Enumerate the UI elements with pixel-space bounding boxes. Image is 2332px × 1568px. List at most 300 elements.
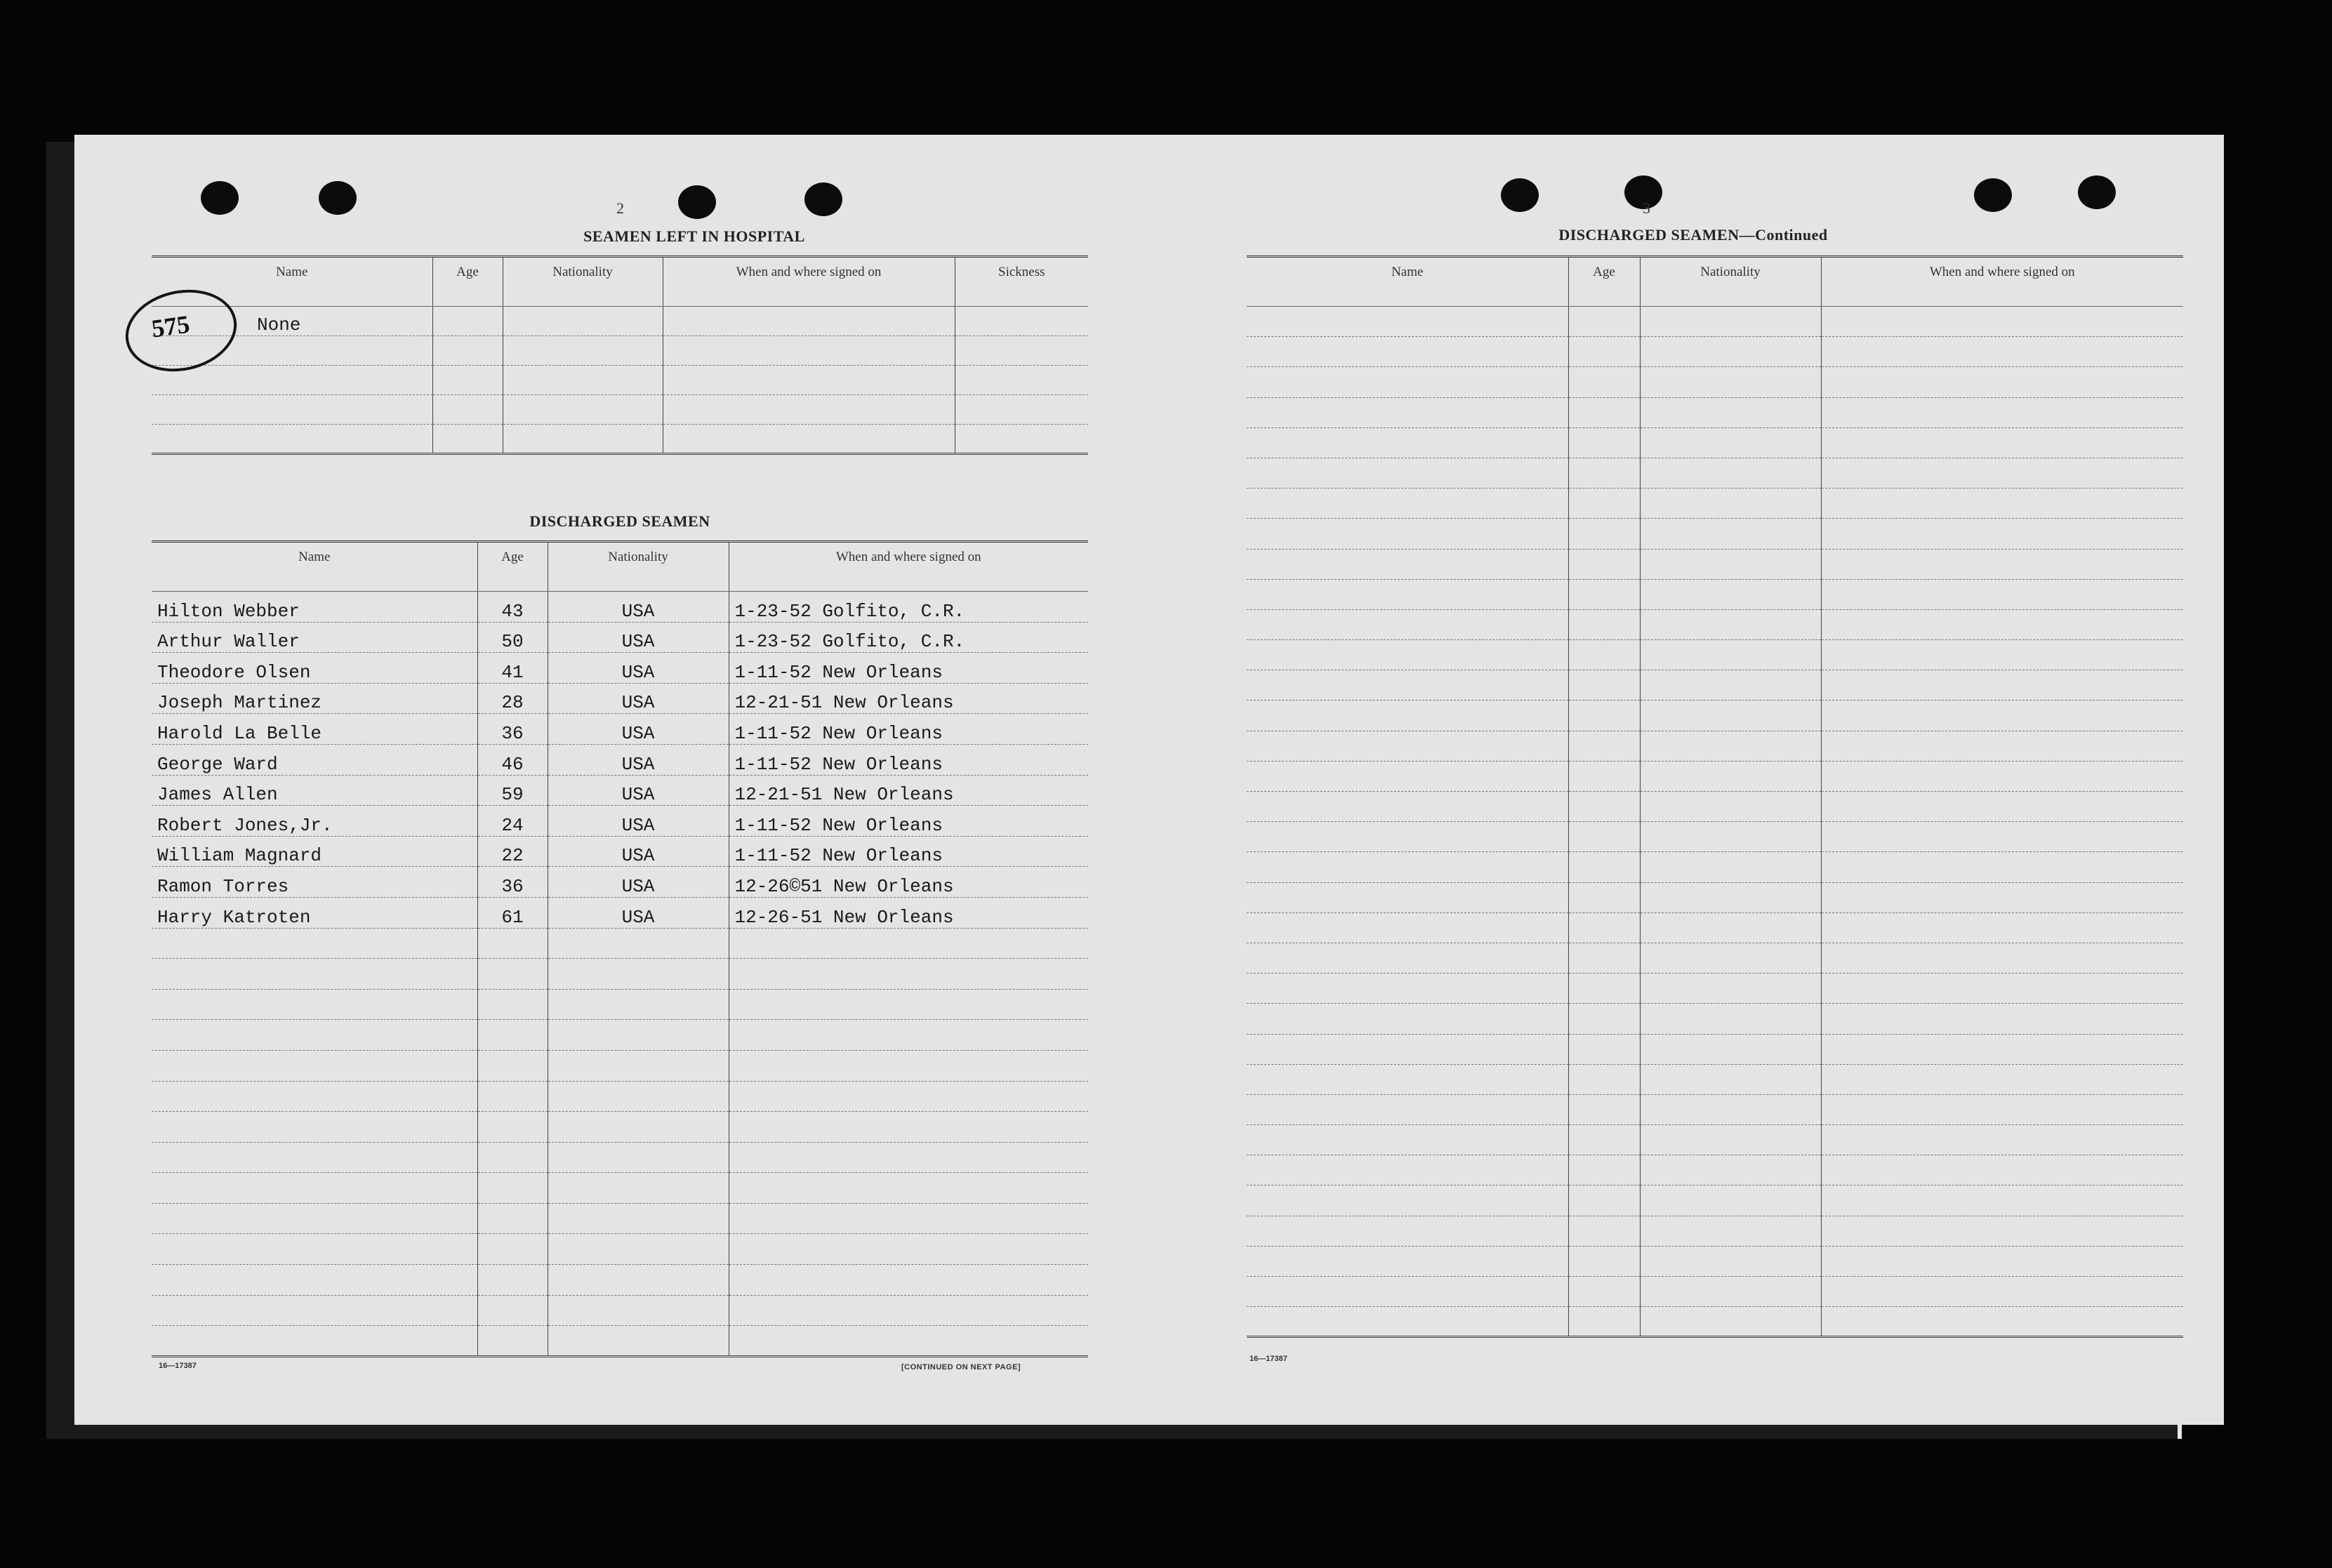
column-header: Name <box>1247 257 1568 307</box>
table-cell <box>1247 640 1568 670</box>
table-cell <box>477 1203 548 1234</box>
table-cell <box>1821 1094 2183 1124</box>
table-cell <box>548 1081 729 1112</box>
table-cell <box>548 959 729 990</box>
table-cell <box>1568 519 1640 549</box>
table-cell: USA <box>548 622 729 653</box>
document-sheet <box>74 135 2224 1425</box>
table-cell <box>729 1173 1088 1204</box>
table-cell <box>1568 943 1640 973</box>
table-cell <box>503 425 663 454</box>
table-cell <box>1247 519 1568 549</box>
table-cell <box>1640 640 1821 670</box>
table-cell <box>1821 337 2183 367</box>
table-cell <box>1640 792 1821 822</box>
table-cell <box>152 1020 477 1051</box>
table-cell <box>1821 307 2183 337</box>
punch-hole-icon <box>201 181 239 215</box>
table-cell <box>152 959 477 990</box>
table-cell <box>477 1081 548 1112</box>
table-row <box>1247 1125 2183 1155</box>
table-cell <box>1640 761 1821 791</box>
table-cell <box>1247 761 1568 791</box>
table-cell <box>432 425 503 454</box>
continued-note: [CONTINUED ON NEXT PAGE] <box>901 1363 1021 1371</box>
table-cell <box>1247 792 1568 822</box>
table-cell <box>729 1112 1088 1143</box>
table-row <box>1247 852 2183 882</box>
table-row <box>152 1081 1088 1112</box>
table-row <box>152 1020 1088 1051</box>
table-cell <box>1640 1246 1821 1276</box>
table-cell <box>548 1112 729 1143</box>
table-row <box>1247 731 2183 761</box>
table-cell: USA <box>548 592 729 623</box>
table-cell: 1-11-52 New Orleans <box>729 806 1088 837</box>
table-row <box>152 395 1088 425</box>
table-cell <box>477 1020 548 1051</box>
table-cell <box>548 928 729 959</box>
table-cell <box>1247 1185 1568 1216</box>
table-row <box>152 989 1088 1020</box>
table-cell <box>1640 337 1821 367</box>
table-cell <box>1640 519 1821 549</box>
table-cell <box>1568 1277 1640 1307</box>
table-cell: Harry Katroten <box>152 897 477 928</box>
table-cell <box>1640 912 1821 943</box>
table-cell <box>477 1265 548 1296</box>
table-cell <box>1640 1094 1821 1124</box>
table-cell: 50 <box>477 622 548 653</box>
table-cell <box>1640 1034 1821 1064</box>
table-cell <box>477 1050 548 1081</box>
table-row <box>152 1234 1088 1265</box>
table-cell <box>1640 367 1821 397</box>
table-cell <box>1821 579 2183 609</box>
title-main: DISCHARGED SEAMEN <box>1558 226 1740 244</box>
table-cell <box>1568 700 1640 731</box>
table-cell <box>1821 458 2183 488</box>
table-cell: William Magnard <box>152 836 477 867</box>
table-row <box>1247 367 2183 397</box>
table-row <box>152 1326 1088 1357</box>
table-cell <box>1640 307 1821 337</box>
table-cell: USA <box>548 744 729 775</box>
table-cell <box>1640 397 1821 427</box>
table-cell <box>548 1203 729 1234</box>
table-row <box>1247 609 2183 639</box>
table-cell <box>729 1295 1088 1326</box>
table-cell <box>1247 1246 1568 1276</box>
table-row <box>152 1295 1088 1326</box>
table-cell <box>1568 1004 1640 1034</box>
punch-hole-icon <box>804 182 842 216</box>
punch-hole-icon <box>1501 178 1539 212</box>
table-row <box>1247 1034 2183 1064</box>
table-cell <box>432 336 503 366</box>
table-cell: Arthur Waller <box>152 622 477 653</box>
table-cell <box>1247 731 1568 761</box>
column-header: Age <box>1568 257 1640 307</box>
column-header: Nationality <box>548 542 729 592</box>
table-cell <box>548 1295 729 1326</box>
column-header: Age <box>432 257 503 307</box>
table-cell <box>1247 974 1568 1004</box>
table-cell <box>1821 1004 2183 1034</box>
table-cell: 12-26-51 New Orleans <box>729 897 1088 928</box>
table-cell <box>1821 519 2183 549</box>
table-cell <box>152 366 432 395</box>
page-number: 3 <box>1643 199 1650 217</box>
table-row <box>1247 397 2183 427</box>
table-cell <box>663 307 955 336</box>
form-number: 16—17387 <box>1250 1355 1287 1363</box>
table-cell <box>1568 912 1640 943</box>
table-cell <box>1568 852 1640 882</box>
table-cell <box>1640 731 1821 761</box>
table-row <box>1247 1064 2183 1094</box>
table-cell <box>1247 912 1568 943</box>
table-cell <box>1568 1094 1640 1124</box>
table-cell <box>1640 852 1821 882</box>
table-cell <box>1640 882 1821 912</box>
table-cell <box>729 959 1088 990</box>
column-header: When and where signed on <box>1821 257 2183 307</box>
stamp-number: 575 <box>150 310 192 343</box>
punch-hole-icon <box>319 181 357 215</box>
table-cell <box>152 1081 477 1112</box>
table-cell <box>477 1326 548 1357</box>
table-cell <box>548 989 729 1020</box>
table-cell <box>1568 458 1640 488</box>
table-cell <box>1247 1307 1568 1337</box>
table-cell: Ramon Torres <box>152 867 477 898</box>
table-cell <box>432 307 503 336</box>
table-cell: 46 <box>477 744 548 775</box>
table-cell <box>1821 700 2183 731</box>
table-cell <box>1568 397 1640 427</box>
table-cell <box>1247 489 1568 519</box>
table-cell <box>1568 609 1640 639</box>
table-cell <box>955 395 1088 425</box>
table-cell <box>1247 1216 1568 1246</box>
table-row <box>152 622 1088 653</box>
table-cell <box>1821 974 2183 1004</box>
table-cell <box>503 336 663 366</box>
table-row <box>1247 974 2183 1004</box>
table-cell <box>432 395 503 425</box>
table-cell <box>1568 1185 1640 1216</box>
table-cell <box>1568 549 1640 579</box>
table-cell: USA <box>548 714 729 745</box>
table-cell <box>955 425 1088 454</box>
table-cell: Theodore Olsen <box>152 653 477 684</box>
table-cell <box>663 425 955 454</box>
table-cell <box>663 336 955 366</box>
table-cell <box>152 1265 477 1296</box>
table-cell <box>729 1203 1088 1234</box>
table-cell <box>1247 1277 1568 1307</box>
column-header: Sickness <box>955 257 1088 307</box>
table-cell <box>1247 882 1568 912</box>
table-cell <box>1821 731 2183 761</box>
table-cell <box>1568 1246 1640 1276</box>
table-row <box>1247 1185 2183 1216</box>
table-cell <box>1640 458 1821 488</box>
table-cell <box>729 1081 1088 1112</box>
table-cell <box>1640 1155 1821 1185</box>
punch-hole-icon <box>1974 178 2012 212</box>
table-cell: George Ward <box>152 744 477 775</box>
table-cell <box>729 1142 1088 1173</box>
table-cell <box>1640 822 1821 852</box>
table-cell <box>152 1142 477 1173</box>
table-row <box>152 1203 1088 1234</box>
table-cell <box>1640 1307 1821 1337</box>
table-cell <box>1247 1004 1568 1034</box>
table-cell <box>1640 1125 1821 1155</box>
table-cell <box>1821 1125 2183 1155</box>
column-header: When and where signed on <box>729 542 1088 592</box>
hospital-table <box>152 255 1088 455</box>
table-cell <box>152 425 432 454</box>
table-cell <box>432 366 503 395</box>
table-cell <box>1821 792 2183 822</box>
table-cell <box>1640 609 1821 639</box>
table-cell <box>548 1142 729 1173</box>
table-row <box>152 1050 1088 1081</box>
title-suffix: —Continued <box>1739 226 1828 244</box>
table-row <box>152 1112 1088 1143</box>
table-cell <box>1247 943 1568 973</box>
left-page <box>74 135 1151 1425</box>
table-cell <box>1821 761 2183 791</box>
table-row <box>1247 640 2183 670</box>
table-cell <box>152 1112 477 1143</box>
table-cell: 1-11-52 New Orleans <box>729 744 1088 775</box>
table-cell: 1-11-52 New Orleans <box>729 836 1088 867</box>
table-row <box>152 806 1088 837</box>
table-cell <box>1568 822 1640 852</box>
table-row <box>1247 670 2183 700</box>
table-row <box>1247 307 2183 337</box>
table-cell <box>1821 852 2183 882</box>
table-cell <box>548 1326 729 1357</box>
table-cell: Hilton Webber <box>152 592 477 623</box>
table-row <box>152 592 1088 623</box>
table-cell: James Allen <box>152 775 477 806</box>
table-cell: 1-11-52 New Orleans <box>729 653 1088 684</box>
table-cell <box>1247 1034 1568 1064</box>
table-cell <box>1247 1125 1568 1155</box>
column-header: Name <box>152 542 477 592</box>
table-cell <box>1568 579 1640 609</box>
table-cell <box>1640 1004 1821 1034</box>
table-row <box>152 425 1088 454</box>
table-cell <box>1821 1277 2183 1307</box>
table-cell <box>1821 549 2183 579</box>
table-cell <box>955 307 1088 336</box>
discharged-table <box>152 540 1088 1357</box>
table-cell <box>152 1295 477 1326</box>
table-cell <box>1821 882 2183 912</box>
table-cell <box>1247 822 1568 852</box>
table-row <box>152 307 1088 336</box>
table-cell <box>1821 427 2183 458</box>
table-cell: USA <box>548 683 729 714</box>
table-cell <box>503 395 663 425</box>
column-header: Age <box>477 542 548 592</box>
table-cell <box>1640 489 1821 519</box>
table-cell <box>729 989 1088 1020</box>
table-cell <box>1640 974 1821 1004</box>
table-cell: USA <box>548 897 729 928</box>
table-cell <box>1821 670 2183 700</box>
table-cell <box>1821 822 2183 852</box>
table-cell <box>729 928 1088 959</box>
table-cell <box>1568 367 1640 397</box>
table-cell <box>1568 337 1640 367</box>
table-cell: 59 <box>477 775 548 806</box>
table-cell <box>1568 974 1640 1004</box>
table-cell <box>1247 852 1568 882</box>
table-row <box>152 959 1088 990</box>
table-row <box>152 366 1088 395</box>
table-cell <box>729 1050 1088 1081</box>
table-row <box>152 1142 1088 1173</box>
table-cell <box>477 959 548 990</box>
table-cell <box>1247 549 1568 579</box>
table-cell: 12-26©51 New Orleans <box>729 867 1088 898</box>
table-row <box>1247 1216 2183 1246</box>
table-cell: 43 <box>477 592 548 623</box>
table-cell: USA <box>548 775 729 806</box>
table-cell <box>1568 1216 1640 1246</box>
table-cell: Robert Jones,Jr. <box>152 806 477 837</box>
form-number: 16—17387 <box>159 1362 197 1370</box>
table-cell: 1-23-52 Golfito, C.R. <box>729 592 1088 623</box>
table-cell <box>152 1203 477 1234</box>
table-cell <box>1640 549 1821 579</box>
table-row <box>1247 1246 2183 1276</box>
page-number: 2 <box>616 199 624 217</box>
discharged-section-title: DISCHARGED SEAMEN <box>529 512 710 530</box>
table-cell: 41 <box>477 653 548 684</box>
table-row <box>152 928 1088 959</box>
column-header: Nationality <box>1640 257 1821 307</box>
table-cell: USA <box>548 653 729 684</box>
table-cell <box>477 989 548 1020</box>
table-cell: 1-11-52 New Orleans <box>729 714 1088 745</box>
table-cell <box>1247 367 1568 397</box>
table-cell <box>729 1020 1088 1051</box>
table-cell <box>1568 489 1640 519</box>
table-cell <box>663 395 955 425</box>
table-row <box>1247 1155 2183 1185</box>
discharged-continued-title <box>1250 226 2137 244</box>
table-cell <box>1568 427 1640 458</box>
table-cell <box>1640 579 1821 609</box>
column-header: Nationality <box>503 257 663 307</box>
table-cell <box>1821 609 2183 639</box>
table-cell: 28 <box>477 683 548 714</box>
table-row <box>1247 761 2183 791</box>
table-cell <box>1568 1034 1640 1064</box>
table-row <box>1247 427 2183 458</box>
table-cell <box>1821 397 2183 427</box>
table-cell <box>1640 1185 1821 1216</box>
table-cell: 12-21-51 New Orleans <box>729 683 1088 714</box>
table-cell <box>729 1326 1088 1357</box>
table-cell <box>1247 609 1568 639</box>
table-cell: Harold La Belle <box>152 714 477 745</box>
table-row <box>152 683 1088 714</box>
table-cell <box>729 1234 1088 1265</box>
table-cell <box>1247 337 1568 367</box>
table-cell <box>1821 1307 2183 1337</box>
table-row <box>1247 822 2183 852</box>
table-cell <box>1640 1064 1821 1094</box>
table-cell: None <box>152 307 432 336</box>
table-cell <box>1821 1155 2183 1185</box>
table-row <box>1247 912 2183 943</box>
table-cell <box>1568 882 1640 912</box>
table-cell <box>1821 912 2183 943</box>
table-row <box>1247 943 2183 973</box>
table-cell <box>1568 1307 1640 1337</box>
table-cell <box>1821 1216 2183 1246</box>
table-cell <box>1247 670 1568 700</box>
table-row <box>152 714 1088 745</box>
table-cell <box>1247 458 1568 488</box>
table-cell <box>1247 1155 1568 1185</box>
table-cell <box>548 1234 729 1265</box>
table-cell <box>1821 1185 2183 1216</box>
table-row <box>1247 458 2183 488</box>
table-row <box>1247 792 2183 822</box>
table-row <box>1247 1004 2183 1034</box>
table-cell <box>1640 943 1821 973</box>
table-cell <box>1821 489 2183 519</box>
punch-hole-icon <box>678 185 716 219</box>
table-cell <box>1247 427 1568 458</box>
table-cell <box>1568 307 1640 337</box>
table-row <box>1247 882 2183 912</box>
table-cell <box>1640 1216 1821 1246</box>
table-row <box>152 1173 1088 1204</box>
table-cell <box>1821 943 2183 973</box>
table-cell <box>1247 700 1568 731</box>
table-cell <box>548 1050 729 1081</box>
table-cell: 1-23-52 Golfito, C.R. <box>729 622 1088 653</box>
table-cell <box>1568 640 1640 670</box>
table-cell <box>1640 700 1821 731</box>
table-row <box>1247 700 2183 731</box>
table-cell <box>1568 1125 1640 1155</box>
right-page <box>1151 135 2224 1425</box>
table-cell <box>503 307 663 336</box>
column-header: Name <box>152 257 432 307</box>
table-cell <box>503 366 663 395</box>
table-cell <box>152 1173 477 1204</box>
table-cell <box>152 989 477 1020</box>
table-cell <box>1247 579 1568 609</box>
discharged-continued-table <box>1247 255 2183 1338</box>
table-cell <box>548 1173 729 1204</box>
table-cell <box>1821 367 2183 397</box>
table-cell <box>1247 1094 1568 1124</box>
table-row <box>1247 1277 2183 1307</box>
